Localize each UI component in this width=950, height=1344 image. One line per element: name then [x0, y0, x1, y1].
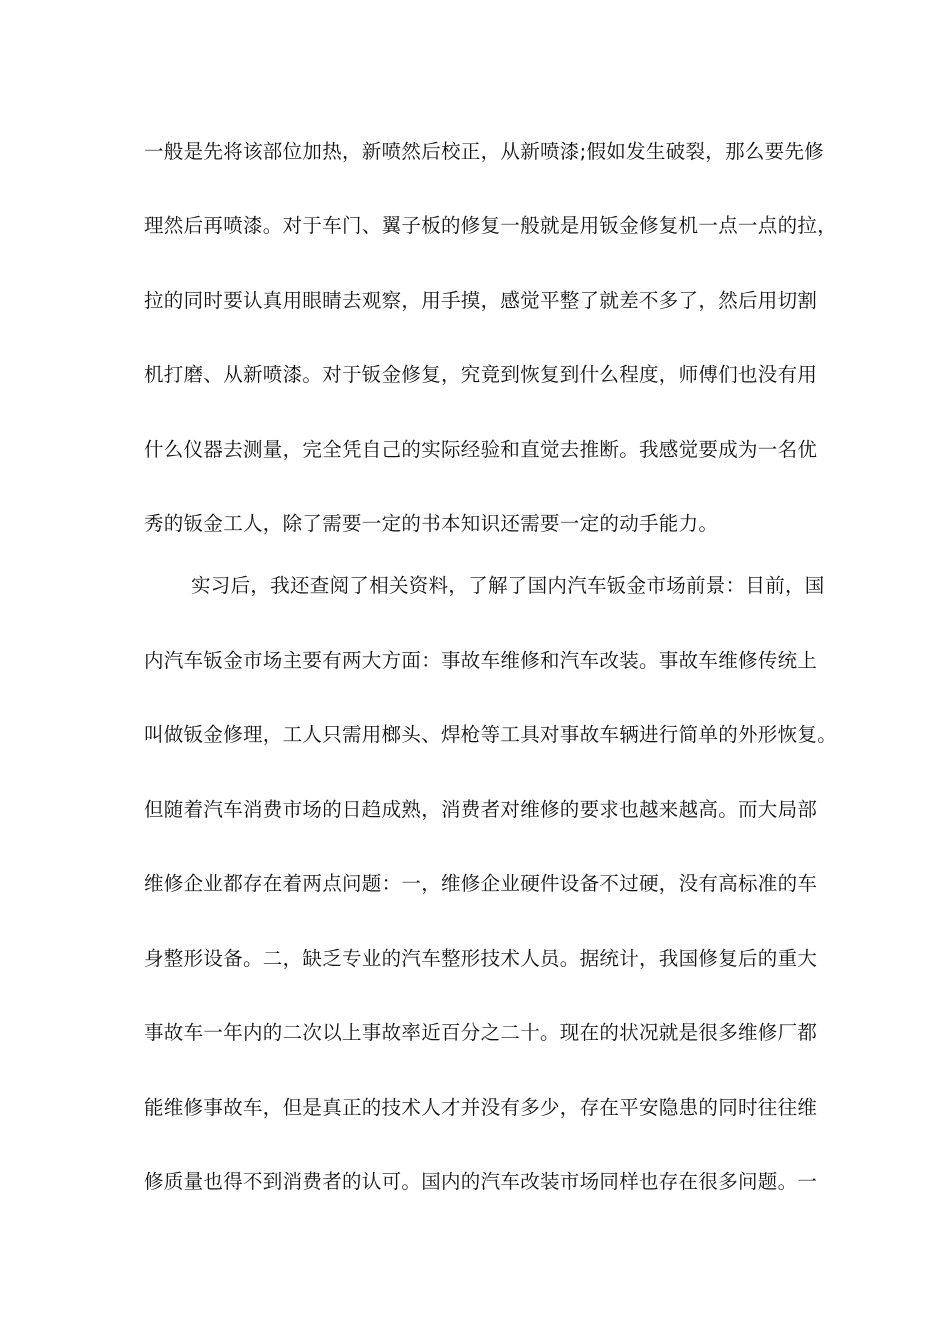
text-line: 修质量也得不到消费者的认可。国内的汽车改装市场同样也存在很多问题。一: [144, 1170, 818, 1193]
text-line: 身整形设备。二，缺乏专业的汽车整形技术人员。据统计，我国修复后的重大: [144, 947, 818, 970]
text-line: 内汽车钣金市场主要有两大方面：事故车维修和汽车改装。事故车维修传统上: [144, 649, 818, 672]
text-line: 叫做钣金修理，工人只需用榔头、焊枪等工具对事故车辆进行简单的外形恢复。: [144, 723, 838, 746]
text-line: 能维修事故车，但是真正的技术人才并没有多少，存在平安隐患的同时往往维: [144, 1096, 818, 1119]
text-line: 维修企业都存在着两点问题：一，维修企业硬件设备不过硬，没有高标准的车: [144, 872, 818, 895]
text-line: 秀的钣金工人，除了需要一定的书本知识还需要一定的动手能力。: [144, 512, 719, 535]
text-line: 一般是先将该部位加热，新喷然后校正，从新喷漆;假如发生破裂，那么要先修: [144, 140, 825, 163]
text-line: 拉的同时要认真用眼睛去观察，用手摸，感觉平整了就差不多了，然后用切割: [144, 289, 818, 312]
paragraph-first-line: 实习后，我还查阅了相关资料，了解了国内汽车钣金市场前景：目前，国: [191, 574, 825, 597]
text-line: 什么仪器去测量，完全凭自己的实际经验和直觉去推断。我感觉要成为一名优: [144, 438, 818, 461]
text-line: 理然后再喷漆。对于车门、翼子板的修复一般就是用钣金修复机一点一点的拉，: [144, 214, 838, 237]
text-line: 但随着汽车消费市场的日趋成熟，消费者对维修的要求也越来越高。而大局部: [144, 798, 818, 821]
text-line: 机打磨、从新喷漆。对于钣金修复，究竟到恢复到什么程度，师傅们也没有用: [144, 363, 818, 386]
text-line: 事故车一年内的二次以上事故率近百分之二十。现在的状况就是很多维修厂都: [144, 1021, 818, 1044]
